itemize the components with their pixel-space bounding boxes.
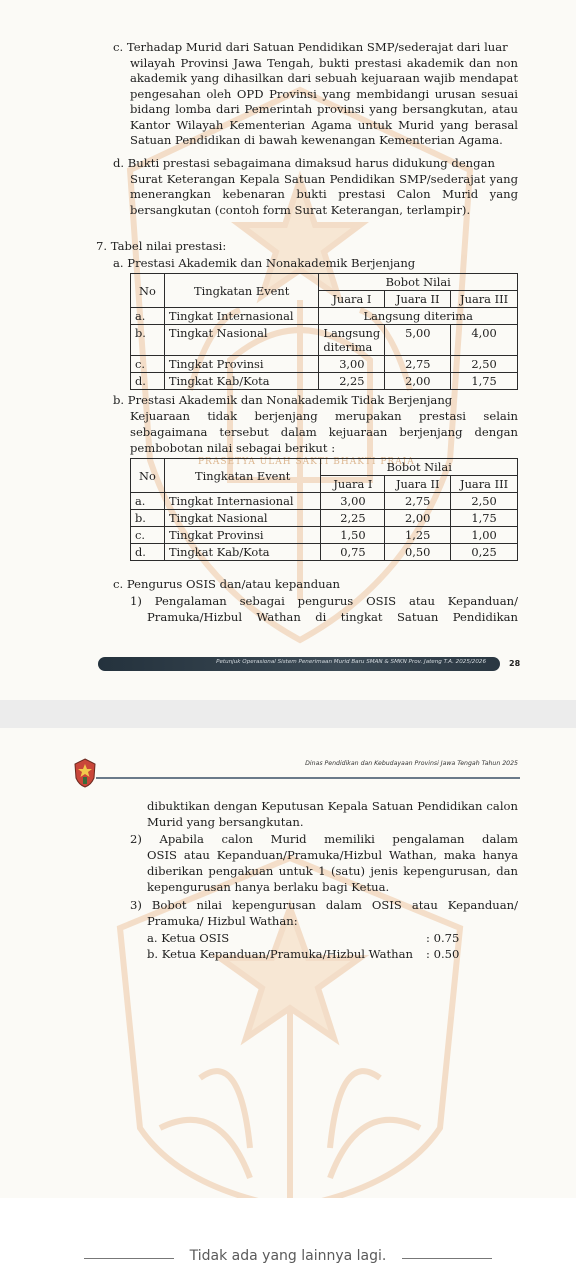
table-cell: c.	[131, 356, 165, 373]
table-cell: Langsung diterima	[319, 308, 518, 325]
table-cell: 3,00	[321, 493, 385, 510]
end-of-content-text: Tidak ada yang lainnya lagi.	[189, 1248, 387, 1264]
header-cell: Juara III	[451, 476, 518, 493]
score-label: b. Ketua Kepanduan/Pramuka/Hizbul Wathan	[147, 947, 414, 961]
table-row	[131, 510, 518, 527]
score-value: : 0.75	[426, 931, 460, 945]
text-line: Satuan Pendidikan di bawah kewenangan Kementerian Agama.	[130, 133, 503, 147]
text-line: sebagaimana tersebut dalam kejuaraan berjenjang dengan	[130, 425, 518, 439]
text-line: Surat Keterangan Kepala Satuan Pendidikan SMP/sederajat yang	[130, 171, 518, 186]
table-cell: 0,50	[385, 544, 451, 561]
table-cell: c.	[131, 527, 165, 544]
text-line: Murid yang bersangkutan.	[147, 815, 304, 829]
text-line: bersangkutan (contoh form Surat Keterangan, terlampir).	[130, 202, 471, 217]
table-tidak-berjenjang	[130, 458, 518, 561]
header-cell: Juara I	[321, 476, 385, 493]
page-number: 28	[509, 659, 521, 668]
table-cell	[319, 325, 385, 356]
table-row	[131, 325, 518, 356]
text-line: wilayah Provinsi Jawa Tengah, bukti prestasi akademik dan non	[130, 55, 518, 70]
text-line: 3) Bobot nilai kepengurusan dalam OSIS atau Kepanduan/	[130, 898, 518, 912]
footer-bar	[98, 657, 500, 671]
text-line: Kejuaraan tidak berjenjang merupakan prestasi selain	[130, 409, 518, 423]
page-gap	[0, 700, 576, 728]
table-cell: 2,00	[385, 510, 451, 527]
header-cell: Bobot Nilai	[321, 459, 518, 476]
table-cell: a.	[131, 308, 165, 325]
table-cell: 1,75	[451, 373, 518, 390]
table-cell: d.	[131, 544, 165, 561]
table-cell: 5,00	[385, 325, 451, 356]
header-cell: Juara II	[385, 476, 451, 493]
table-cell: 3,00	[319, 356, 385, 373]
table-row	[131, 527, 518, 544]
divider-right	[402, 1258, 492, 1259]
text-line: c. Terhadap Murid dari Satuan Pendidikan SMP/sederajat dari luar	[113, 40, 508, 54]
table-row	[131, 544, 518, 561]
subsection-title: a. Prestasi Akademik dan Nonakademik Berjenjang	[113, 256, 416, 270]
table-cell: 1,50	[321, 527, 385, 544]
table-cell: 2,00	[385, 373, 451, 390]
table-cell: 0,25	[451, 544, 518, 561]
header-cell: Juara II	[385, 291, 451, 308]
text-line: pembobotan nilai sebagai berikut :	[130, 441, 336, 455]
table-cell: 4,00	[451, 325, 518, 356]
subsection-title: b. Prestasi Akademik dan Nonakademik Tidak Berjenjang	[113, 393, 453, 407]
text-line: OSIS atau Kepanduan/Pramuka/Hizbul Wathan, maka hanya	[147, 848, 518, 862]
page-header: Dinas Pendidikan dan Kebudayaan Provinsi Jawa Tengah Tahun 2025	[305, 760, 518, 767]
table-cell: 1,75	[451, 510, 518, 527]
text-line: 1) Pengalaman sebagai pengurus OSIS atau Kepanduan/	[130, 594, 518, 608]
text-line: Pramuka/Hizbul Wathan di tingkat Satuan Pendidikan	[147, 610, 518, 624]
document-page-29	[0, 728, 576, 1198]
table-cell: 1,25	[385, 527, 451, 544]
table-cell: 2,25	[321, 510, 385, 527]
table-cell: 2,75	[385, 356, 451, 373]
table-cell: Tingkat Nasional	[164, 510, 321, 527]
table-row	[131, 356, 518, 373]
table-cell: Tingkat Kab/Kota	[164, 373, 318, 390]
text-line: pengesahan oleh OPD Provinsi yang membidangi urusan sesuai	[130, 86, 518, 101]
table-cell: Tingkat Provinsi	[164, 527, 321, 544]
table-cell: Tingkat Internasional	[164, 493, 321, 510]
end-of-content-note	[0, 1248, 576, 1264]
text-line: Kantor Wilayah Kementerian Agama untuk Murid yang berasal	[130, 117, 518, 132]
table-row	[131, 308, 518, 325]
table-cell: 2,75	[385, 493, 451, 510]
text-line: dibuktikan dengan Keputusan Kepala Satuan Pendidikan calon	[147, 799, 518, 813]
table-berjenjang	[130, 273, 518, 390]
table-cell: b.	[131, 510, 165, 527]
header-cell: Tingkatan Event	[164, 274, 318, 308]
header-cell: Juara I	[319, 291, 385, 308]
cell-line: diterima	[323, 340, 373, 354]
table-cell: Tingkat Kab/Kota	[164, 544, 321, 561]
header-cell: No	[131, 274, 165, 308]
cell-line: Langsung	[323, 326, 381, 340]
table-cell: Tingkat Provinsi	[164, 356, 318, 373]
footer-text: Petunjuk Operasional Sistem Penerimaan Murid Baru SMAN & SMKN Prov. Jateng T.A. 2025/2026	[216, 659, 486, 665]
text-line: diberikan pengakuan untuk 1 (satu) jenis kepengurusan, dan	[147, 864, 518, 878]
header-cell: Tingkatan Event	[164, 459, 321, 493]
text-line: Pramuka/ Hizbul Wathan:	[147, 914, 298, 928]
table-cell: Tingkat Internasional	[164, 308, 318, 325]
header-cell: Bobot Nilai	[319, 274, 518, 291]
table-cell: 2,50	[451, 356, 518, 373]
table-cell: Tingkat Nasional	[164, 325, 318, 356]
header-rule	[96, 777, 520, 779]
text-line: akademik yang dihasilkan dari sebuah kejuaraan wajib mendapat	[130, 71, 518, 85]
jawa-tengah-emblem-icon	[74, 758, 96, 788]
table-cell: 2,25	[319, 373, 385, 390]
table-cell: b.	[131, 325, 165, 356]
table-row	[131, 493, 518, 510]
table-cell: a.	[131, 493, 165, 510]
table-row	[131, 373, 518, 390]
divider-left	[84, 1258, 174, 1259]
table-cell: 1,00	[451, 527, 518, 544]
text-line: menerangkan kebenaran bukti prestasi Calon Murid yang	[130, 187, 518, 201]
score-value: : 0.50	[426, 947, 460, 961]
header-cell: No	[131, 459, 165, 493]
text-line: 2) Apabila calon Murid memiliki pengalaman dalam	[130, 832, 518, 846]
score-label: a. Ketua OSIS	[147, 931, 230, 945]
text-line: kepengurusan hanya berlaku bagi Ketua.	[147, 880, 390, 894]
header-cell: Juara III	[451, 291, 518, 308]
table-cell: 0,75	[321, 544, 385, 561]
text-line: bidang lomba dari Pemerintah provinsi yang bersangkutan, atau	[130, 102, 518, 116]
table-cell: d.	[131, 373, 165, 390]
table-cell: 2,50	[451, 493, 518, 510]
text-line: d. Bukti prestasi sebagaimana dimaksud harus didukung dengan	[113, 156, 495, 170]
section-title: 7. Tabel nilai prestasi:	[96, 239, 227, 253]
subsection-title: c. Pengurus OSIS dan/atau kepanduan	[113, 577, 340, 591]
watermark-caption: PRASETYA ULAH SAKTI BHAKTI PRAJA	[198, 457, 415, 467]
